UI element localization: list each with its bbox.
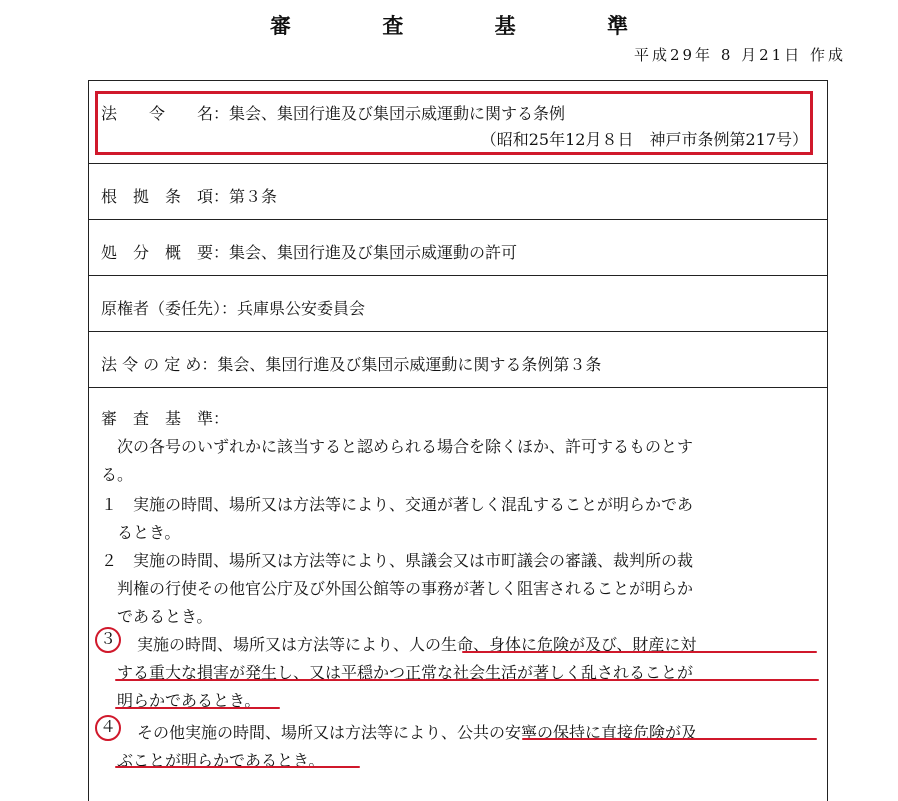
created-date: 平成29年 8 月21日 作成: [633, 46, 846, 64]
law-name-label: 法 令 名：: [101, 104, 230, 123]
disposition-row: [101, 240, 517, 263]
row-divider: [88, 275, 828, 276]
criterion-3-line: する重大な損害が発生し、又は平穏かつ正常な社会生活が著しく乱されることが: [117, 663, 694, 682]
basis-article-value: 第３条: [229, 187, 278, 206]
disposition-label: 処 分 概 要：: [101, 243, 230, 262]
criterion-3-number: ３: [99, 629, 116, 648]
criterion-1-line: るとき。: [117, 523, 181, 542]
criterion-3-line: 実施の時間、場所又は方法等により、人の生命、身体に危険が及び、財産に対: [137, 635, 697, 654]
row-divider: [88, 387, 828, 388]
row-divider: [88, 219, 828, 220]
criterion-4-line: ぶことが明らかであるとき。: [117, 751, 325, 770]
document-title: 審 査 基 準: [270, 13, 670, 38]
authority-row: [101, 296, 365, 319]
criterion-4-underline: [522, 738, 817, 740]
criterion-3-underline: [115, 679, 819, 681]
row-divider: [88, 331, 828, 332]
basis-article-label: 根 拠 条 項：: [101, 187, 230, 206]
criterion-3-underline: [115, 707, 280, 709]
criteria-intro-line: る。: [101, 465, 134, 484]
law-provision-row: [101, 352, 601, 375]
criterion-1-line: １ 実施の時間、場所又は方法等により、交通が著しく混乱することが明らかであ: [101, 495, 694, 514]
disposition-value: 集会、集団行進及び集団示威運動の許可: [229, 243, 518, 262]
law-name-value: 集会、集団行進及び集団示威運動に関する条例: [229, 104, 566, 123]
criterion-4-underline: [115, 766, 360, 768]
basis-article-row: [101, 184, 277, 207]
criterion-2-line: 判権の行使その他官公庁及び外国公館等の事務が著しく阻害されることが明らか: [117, 579, 694, 598]
row-divider: [88, 163, 828, 164]
criterion-3-underline: [462, 651, 817, 653]
law-name-citation: （昭和25年12月８日 神戸市条例第217号）: [480, 130, 808, 149]
law-name-row: [101, 101, 565, 124]
law-provision-label: 法 令 の 定 め：: [101, 355, 218, 374]
criterion-4-line: その他実施の時間、場所又は方法等により、公共の安寧の保持に直接危険が及: [137, 723, 698, 742]
criteria-label: 審 査 基 準：: [101, 409, 230, 428]
criteria-intro-line: 次の各号のいずれかに該当すると認められる場合を除くほか、許可するものとす: [117, 437, 694, 456]
criterion-3-line: 明らかであるとき。: [117, 691, 261, 710]
authority-label: 原権者（委任先）：: [101, 299, 238, 318]
criterion-2-line: ２ 実施の時間、場所又は方法等により、県議会又は市町議会の審議、裁判所の裁: [101, 551, 694, 570]
law-provision-value: 集会、集団行進及び集団示威運動に関する条例第３条: [217, 355, 602, 374]
criterion-2-line: であるとき。: [117, 607, 213, 626]
criterion-4-number: ４: [99, 717, 116, 736]
authority-value: 兵庫県公安委員会: [237, 299, 366, 318]
